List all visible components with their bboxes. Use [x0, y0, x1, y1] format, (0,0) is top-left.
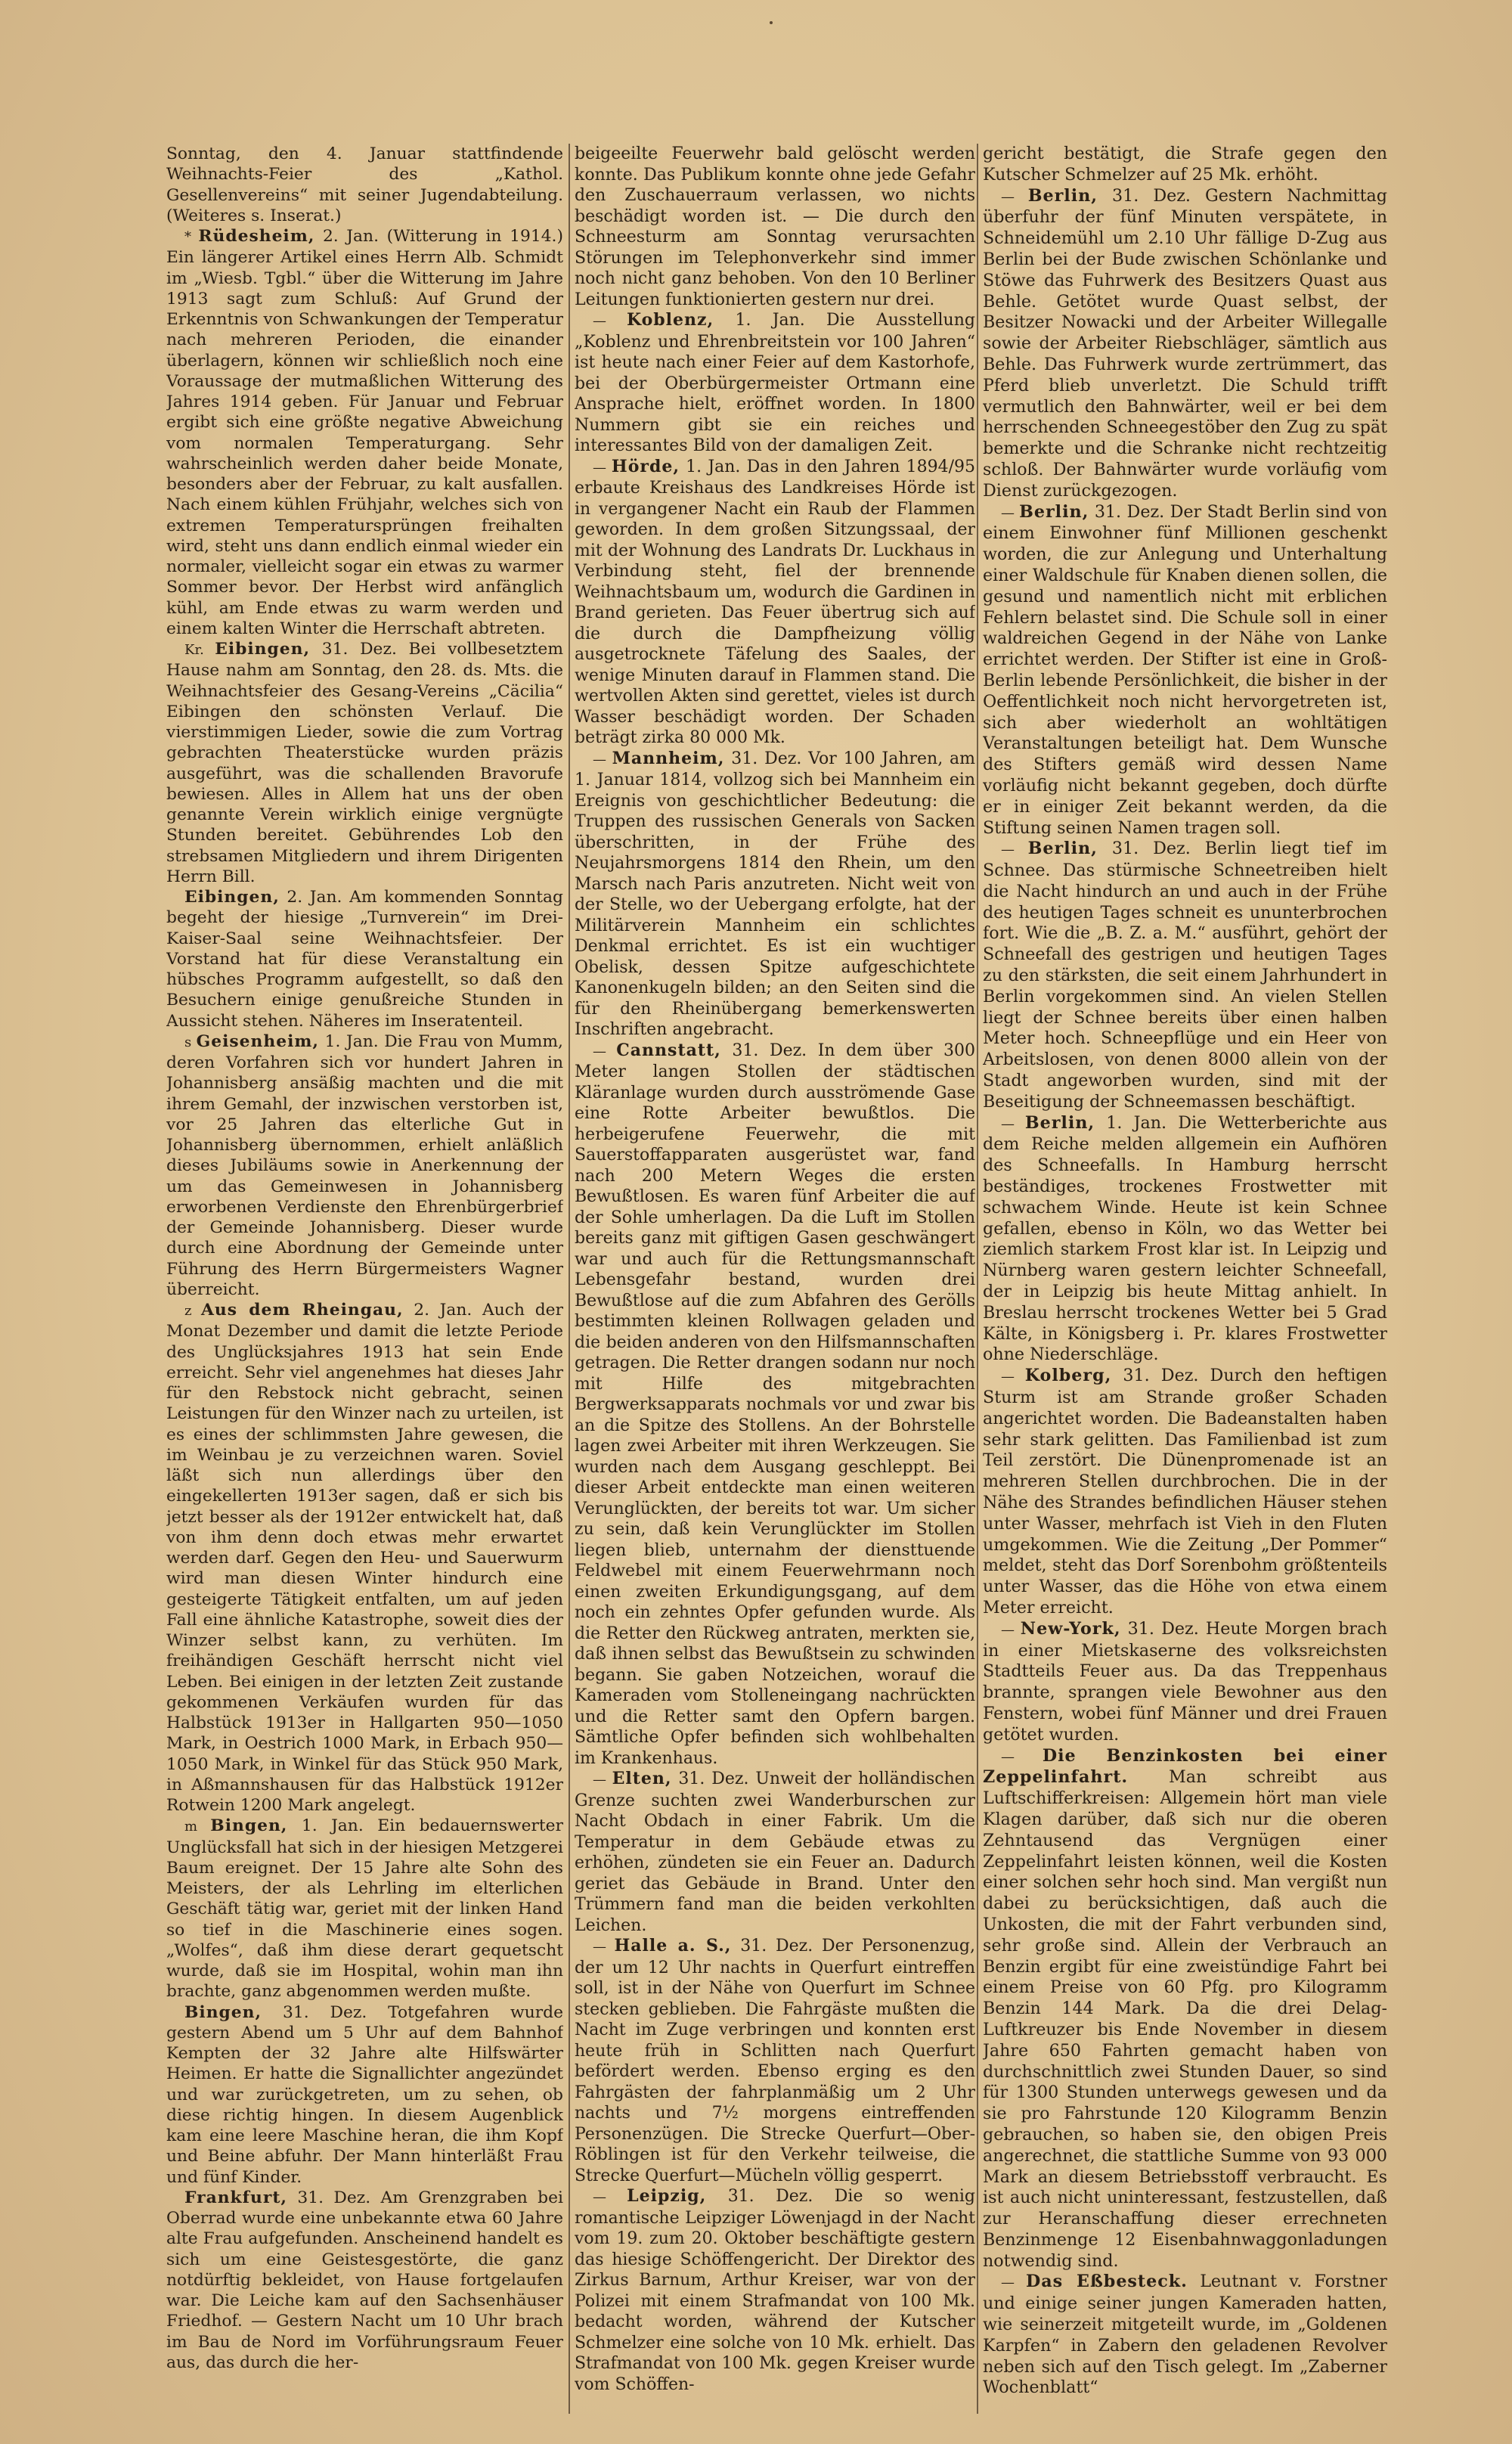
column-3 [983, 144, 1387, 2414]
dateline-place: Berlin, [1027, 839, 1098, 859]
news-item [575, 457, 975, 749]
article-text: 31. Dez. Der Stadt Berlin sind von einem Einwohner fünf Millionen geschenkt worden, die zur Anlegung und Unterhaltung einer Waldschule für Knaben dienen sollen, die gesund und namentlich nicht mit erblichen Fehlern belastet sind. Die Schule soll in einer waldreichen Gegend in der Nähe von Lanke errichtet werden. Der Stifter ist eine in Groß-Berlin lebende Persönlichkeit, die bisher in der Oeffentlichkeit noch nicht hervorgetreten ist, sich aber wiederholt an wohltätigen Veranstaltungen beteiligt hat. Dem Wunsche des Stifters gemäß wird dessen Name vorläufig nicht bekannt gegeben, doch dürfte er in einiger Zeit bekannt werden, da die Stiftung seinen Namen tragen soll. [983, 501, 1387, 838]
article-text: 1. Jan. Die Frau von Mumm, deren Vorfahren sich vor hundert Jahren in Johannisberg ansäßig machten und die mit ihrem Gemahl, der inzwischen verstorben ist, vor 25 Jahren das elterliche Gut in Johannisberg übernommen, erhielt anläßlich dieses Jubiläums sowie in Anerkennung der um das Gemeinwesen in Johannisberg erworbenen Verdienste den Ehrenbürgerbrief der Gemeinde Johannisberg. Dieser wurde durch eine Abordnung der Gemeinde unter Führung des Herrn Bürgermeisters Wagner überreicht. [166, 1031, 563, 1299]
dateline-place: Eibingen, [215, 640, 311, 659]
news-item [166, 887, 563, 1031]
dateline-place: Bingen, [184, 2002, 262, 2022]
dateline-place: Eibingen, [184, 888, 280, 907]
article-text: 2. Jan. (Witterung in 1914.) Ein längerer Artikel eines Herrn Alb. Schmidt im „Wiesb. Tgbl.“ über die Witterung im Jahre 1913 sagt zum Schluß: Auf Grund der Erkenntnis von Schwankungen der Temperatur nach mehreren Perioden, die einander überlagern, können wir schließlich noch eine Voraussage der mutmaßlichen Witterung des Jahres 1914 geben. Für Januar und Februar ergibt sich eine größte negative Abweichung vom normalen Temperaturgang. Sehr wahrscheinlich werden daher beide Monate, besonders aber der Februar, zu kalt ausfallen. Nach einem kühlen Frühjahr, welches sich von extremen Temperatursprüngen freihalten wird, steht uns dann endlich einmal wieder ein normaler, vielleicht sogar ein etwas zu warmer Sommer bevor. Der Herbst wird anfänglich kühl, am Ende etwas zu warm werden und einem kalten Winter die Herrschaft abtreten. [166, 227, 563, 638]
news-item [166, 226, 563, 639]
news-item [166, 2002, 563, 2188]
news-item [575, 749, 975, 1041]
dateline-place: Berlin, [1019, 501, 1089, 522]
news-item [983, 839, 1387, 1112]
article-text: 2. Jan. Am kommenden Sonntag begeht der hiesige „Turnverein“ im Drei-Kaiser-Saal seine Weihnachtsfeier. Der Vorstand hat für diese Veranstaltung ein hübsches Programm aufgestellt, so daß den Besuchern einige genußreiche Stunden in Aussicht stehen. Näheres im Inseratenteil. [166, 888, 563, 1031]
correspondent-mark: — [1001, 1115, 1025, 1132]
correspondent-mark: — [593, 2189, 627, 2205]
news-item [575, 1041, 975, 1769]
column-divider-2 [977, 144, 978, 2414]
article-text: 31. Dez. Durch den heftigen Sturm ist am Strande großer Schaden angerichtet worden. Die Badeanstalten haben sehr stark gelitten. Das Familienbad ist zum Teil zerstört. Die Dünenpromenade ist an mehreren Stellen durchbrochen. Die in der Nähe des Strandes befindlichen Häuser stehen unter Wasser, mehrfach ist Vieh in den Fluten umgekommen. Wie die Zeitung „Der Pommer“ meldet, steht das Dorf Sorenbohm größtenteils unter Wasser, das die Höhe von etwa einem Meter erreicht. [983, 1366, 1387, 1617]
correspondent-mark: — [593, 1043, 617, 1059]
correspondent-mark: — [1001, 2275, 1026, 2291]
article-text: 1. Jan. Die Ausstellung „Koblenz und Ehrenbreitstein vor 100 Jahren“ ist heute nach einer Feier auf dem Kastorhofe, bei der Oberbürgermeister Ortmann eine Ansprache hielt, eröffnet worden. In 1800 Nummern gibt sie ein reiches und interessantes Bild von der damaligen Zeit. [575, 311, 975, 455]
article-text: 1. Jan. Das in den Jahren 1894/95 erbaute Kreishaus des Landkreises Hörde ist in vergangener Nacht ein Raub der Flammen geworden. In dem großen Sitzungssaal, der mit der Wohnung des Landrats Dr. Luckhaus in Verbindung steht, fiel der brennende Weihnachtsbaum um, wodurch die Gardinen in Brand gerieten. Das Feuer übertrug sich auf die durch die Dampfheizung völlig ausgetrocknete Täfelung des Saales, der wenige Minuten darauf in Flammen stand. Die wertvollen Akten sind gerettet, vieles ist durch Wasser beschädigt worden. Der Schaden beträgt zirka 80 000 Mk. [575, 457, 975, 747]
article-text: 31. Dez. Am Grenzgraben bei Oberrad wurde eine unbekannte etwa 60 Jahre alte Frau aufgefunden. Anscheinend handelt es sich um eine Geistesgestörte, die ganz notdürftig bekleidet, von Hause fortgelaufen war. Die Leiche kam auf den Sachsenhäuser Friedhof. — Gestern Nacht um 10 Uhr brach im Bau de Nord im Vorführungsraum Feuer aus, das durch die her- [166, 2188, 563, 2372]
dateline-place: Mannheim, [612, 748, 725, 768]
news-item [575, 310, 975, 457]
correspondent-mark: m [184, 1819, 211, 1835]
correspondent-mark: — [1001, 842, 1028, 858]
news-item [983, 502, 1387, 839]
dateline-place: Leipzig, [627, 2186, 707, 2206]
correspondent-mark: — [1001, 1621, 1021, 1638]
article-text: 31. Dez. Gestern Nachmittag überfuhr der fünf Minuten verspätete, in Schneidemühl um 2.10 Uhr fällige D-Zug aus Berlin bei der Bude zwischen Schönlanke und Stöwe das Fuhrwerk des Besitzers Quast aus Behle. Getötet wurde Quast selbst, der Besitzer Nowacki und der Arbeiter Willegalle sowie der Arbeiter Riebschläger, sämtlich aus Behle. Das Fuhrwerk wurde zertrümmert, das Pferd blieb unverletzt. Die Schuld trifft vermutlich den Bahnwärter, weil er bei dem herrschenden Schneegestöber den Zug zu spät bemerkte und die Schranke nicht rechtzeitig schloß. Der Bahnwärter wurde vorläufig vom Dienst zurückgezogen. [983, 185, 1387, 501]
article-text: gericht bestätigt, die Strafe gegen den Kutscher Schmelzer auf 25 Mk. erhöht. [983, 144, 1387, 185]
news-item [983, 1619, 1387, 1746]
column-divider-1 [569, 144, 570, 2414]
correspondent-mark: * [184, 229, 199, 245]
news-item [166, 1816, 563, 2002]
article-text: 31. Dez. Bei vollbesetztem Hause nahm am Sonntag, den 28. ds. Mts. die Weihnachtsfeier des Gesang-Vereins „Cäcilia“ Eibingen den schönsten Verlauf. Die vierstimmigen Lieder, sowie die zum Vortrag gebrachten Theaterstücke wurden präzis ausgeführt, was die schallenden Bravorufe bewiesen. Alles in Allem hat uns der oben genannte Verein wirklich einige vergnügte Stunden bereitet. Gebührendes Lob den strebsamen Mitgliedern und ihrem Dirigenten Herrn Bill. [166, 640, 563, 886]
dateline-place: Aus dem Rheingau, [200, 1301, 404, 1320]
correspondent-mark: — [1001, 188, 1028, 205]
news-item [983, 1366, 1387, 1619]
correspondent-mark: z [184, 1303, 201, 1319]
correspondent-mark: — [593, 751, 612, 768]
news-item [575, 1769, 975, 1936]
news-item [166, 639, 563, 887]
dateline-place: Elten, [612, 1769, 672, 1788]
dateline-place: Berlin, [1024, 1112, 1095, 1133]
news-item [983, 1746, 1387, 2272]
column-1 [166, 144, 563, 2414]
column-2 [575, 144, 975, 2414]
article-text: 31. Dez. Die so wenig romantische Leipziger Löwenjagd in der Nacht vom 19. zum 20. Oktober beschäftigte gestern das hiesige Schöffengericht. Der Direktor des Zirkus Barnum, Arthur Kreiser, war von der Polizei mit einem Strafmandat von 100 Mk. bedacht worden, während der Kutscher Schmelzer eine solche von 10 Mk. erhielt. Das Strafmandat von 100 Mk. gegen Kreiser wurde vom Schöffen- [575, 2187, 975, 2394]
dateline-place: Berlin, [1027, 185, 1098, 206]
dateline-place: Koblenz, [626, 310, 714, 330]
article-text: 31. Dez. Berlin liegt tief im Schnee. Das stürmische Schneetreiben hielt die Nacht hindurch an und auch in der Frühe des heutigen Tages schneit es ununterbrochen fort. Wie die „B. Z. a. M.“ ausführt, gehört der Schneefall des gestrigen und heutigen Tages zu den stärksten, die seit einem Jahrhundert in Berlin vorgekommen sind. An vielen Stellen liegt der Schnee bereits über einen halben Meter hoch. Schneepflüge und ein Heer von Arbeitslosen, von denen 8000 allein von der Stadt angeworben wurden, sind mit der Beseitigung der Schneemassen beschäftigt. [983, 839, 1387, 1112]
dateline-place: Bingen, [210, 1816, 288, 1836]
print-mark [770, 21, 773, 24]
dateline-place: Frankfurt, [184, 2188, 288, 2207]
article-text: 31. Dez. Totgefahren wurde gestern Abend um 5 Uhr auf dem Bahnhof Kempten der 32 Jahre alte Hilfswärter Heimen. Er hatte die Signallichter angezündet und war zurückgetreten, um zu sehen, ob diese richtig hingen. In diesem Augenblick kam eine leere Maschine heran, die ihm Kopf und Beine abfuhr. Der Mann hinterläßt Frau und fünf Kinder. [166, 2002, 563, 2187]
article-text: 1. Jan. Die Wetterberichte aus dem Reiche melden allgemein ein Aufhören des Schneefalls. In Hamburg herrscht beständiges, trockenes Frostwetter mit schwachem Winde. Heute ist kein Schnee gefallen, ebenso in Köln, wo das Wetter bei ziemlich starkem Frost klar ist. In Leipzig und Nürnberg waren gestern leichter Schneefall, der in Leipzig bis heute Mittag anhielt. In Breslau herrscht trockenes Wetter bei 5 Grad Kälte, in Königsberg i. Pr. klares Frostwetter ohne Niederschläge. [983, 1112, 1387, 1365]
dateline-place: Halle a. S., [614, 1936, 732, 1956]
article-continuation [983, 144, 1387, 186]
dateline-place: Hörde, [611, 456, 680, 476]
news-item [983, 1113, 1387, 1366]
correspondent-mark: — [593, 1939, 615, 1955]
article-continuation [166, 144, 563, 226]
correspondent-mark: — [593, 313, 627, 329]
news-item [575, 1936, 975, 2186]
correspondent-mark: s [184, 1034, 197, 1050]
dateline-place: Die Benzinkosten bei einer Zeppelinfahrt. [983, 1745, 1387, 1788]
dateline-place: Das Eßbesteck. [1025, 2272, 1188, 2292]
article-text: 31. Dez. Unweit der holländischen Grenze suchten zwei Wanderburschen zur Nacht Obdach in einer Fabrik. Um die Temperatur in dem Gebäude etwas zu erhöhen, zündeten sie ein Feuer an. Dadurch geriet das Gebäude in Brand. Unter den Trümmern fand man die beiden verkohlten Leichen. [575, 1769, 975, 1935]
article-text: 31. Dez. Vor 100 Jahren, am 1. Januar 1814, vollzog sich bei Mannheim ein Ereignis von geschichtlicher Bedeutung: die Truppen des russischen Generals von Sacken überschritten, in der Frühe des Neujahrsmorgens 1814 den Rhein, um den Marsch nach Paris anzutreten. Nicht weit von der Stelle, wo der Uebergang erfolgte, hat der Militärverein Mannheim ein schlichtes Denkmal errichtet. Es ist ein wuchtiger Obelisk, dessen Spitze aufgeschichtete Kanonenkugeln bilden; an den Seiten sind die für den Rheinübergang bemerkenswerten Inschriften angebracht. [575, 749, 975, 1039]
news-item [983, 186, 1387, 502]
correspondent-mark: — [1001, 1369, 1025, 1385]
article-text: Leutnant v. Forstner und einige seiner jungen Kameraden hatten, wie seinerzeit mitgeteilt wurde, im „Goldenen Karpfen“ in Zabern den geladenen Revolver neben sich auf den Tisch gelegt. Im „Zaberner Wochenblatt“ [983, 2272, 1387, 2398]
article-continuation [575, 144, 975, 310]
correspondent-mark: — [593, 1772, 612, 1788]
article-text: Sonntag, den 4. Januar stattfindende Weihnachts-Feier des „Kathol. Gesellenvereins“ mit seiner Jugendabteilung. (Weiteres s. Inserat.) [166, 144, 563, 225]
dateline-place: Geisenheim, [196, 1031, 320, 1051]
article-text: beigeeilte Feuerwehr bald gelöscht werden konnte. Das Publikum konnte ohne jede Gefahr den Zuschauerraum verlassen, wo nichts beschädigt worden ist. — Die durch den Schneesturm am Sonntag verursachten Störungen im Telephonverkehr sind immer noch nicht ganz behoben. Von den 10 Berliner Leitungen funktionierten gestern nur drei. [575, 144, 975, 309]
dateline-place: Cannstatt, [616, 1040, 721, 1060]
dateline-place: New-York, [1020, 1618, 1121, 1639]
news-item [166, 1031, 563, 1300]
news-item [575, 2186, 975, 2395]
news-item [983, 2272, 1387, 2399]
correspondent-mark: — [1001, 1748, 1043, 1765]
correspondent-mark: Kr. [184, 642, 215, 658]
article-text: 31. Dez. Der Personenzug, der um 12 Uhr nachts in Querfurt eintreffen soll, ist in der Nähe von Querfurt im Schnee stecken geblieben. Die Fahrgäste mußten die Nacht im Zuge verbringen und konnten erst heute früh in Schlitten nach Querfurt befördert werden. Ebenso erging es den Fahrgästen der fahrplanmäßig um 2 Uhr nachts und 7½ morgens eintreffenden Personenzügen. Die Strecke Querfurt—Ober-Röblingen ist für den Verkehr teilweise, die Strecke Querfurt—Mücheln völlig gesperrt. [575, 1937, 975, 2185]
article-text: 31. Dez. In dem über 300 Meter langen Stollen der städtischen Kläranlage wurden durch ausströmende Gase eine Rotte Arbeiter bewußtlos. Die herbeigerufene Feuerwehr, die mit Sauerstoffapparaten ausgerüstet war, fand nach 200 Metern Weges die ersten Bewußtlosen. Es waren fünf Arbeiter die auf der Sohle umherlagen. Da die Luft im Stollen bereits ganz mit giftigen Gasen geschwängert war und auch für die Rettungsmannschaft Lebensgefahr bestand, wurden drei Bewußtlose auf die zum Abfahren des Gerölls bestimmten kleinen Rollwagen geladen und die beiden anderen von den Hilfsmannschaften getragen. Die Retter drangen sodann nur noch mit Hilfe des mitgebrachten Bergwerksapparats nochmals vor und zwar bis an die Spitze des Stollens. An der Bohrstelle lagen zwei Arbeiter mit ihren Werkzeugen. Sie wurden nach dem Ausgang geschleppt. Bei dieser Arbeit entdeckte man einen weiteren Verunglückten, der bereits tot war. Um sicher zu sein, daß kein Verunglückter im Stollen liegen blieb, unternahm der diensttuende Feldwebel mit einem Feuerwehrmann noch einen zweiten Erkundigungsgang, auf dem noch ein zehntes Opfer gefunden wurde. Als die Retter den Rückweg antraten, merkten sie, daß ihnen selbst das Bewußtsein zu schwinden begann. Sie gaben Notzeichen, worauf die Kameraden vom Stolleneingang nachrückten und die Retter samt den Opfern bargen. Sämtliche Opfer befinden sich wohlbehalten im Krankenhaus. [575, 1041, 975, 1768]
dateline-place: Rüdesheim, [198, 227, 315, 246]
article-text: Man schreibt aus Luftschifferkreisen: Allgemein hört man viele Klagen darüber, daß sich nur die oberen Zehntausend das Vergnügen einer Zeppelinfahrt leisten können, weil die Kosten einer solchen sehr hoch sind. Man vergißt nun dabei zu berücksichtigen, daß auch die Unkosten, die mit der Fahrt verbunden sind, sehr große sind. Allein der Verbrauch an Benzin ergibt für eine zweistündige Fahrt bei einem Preise von 60 Pfg. pro Kilogramm Benzin 144 Mark. Da die drei Delag-Luftkreuzer bis Ende November in diesem Jahre 650 Fahrten gemacht haben von durchschnittlich zwei Stunden Dauer, so sind für 1300 Stunden unterwegs gewesen und da sie pro Fahrstunde 120 Kilogramm Benzin gebrauchen, so haben sie, den obigen Preis angerechnet, die stattliche Summe von 93 000 Mark an diesem Betriebsstoff verbraucht. Es ist auch nicht uninteressant, festzustellen, daß zur Heranschaffung dieser errechneten Benzinmenge 12 Eisenbahnwaggonladungen notwendig sind. [983, 1767, 1387, 2271]
article-text: 1. Jan. Ein bedauernswerter Unglücksfall hat sich in der hiesigen Metzgerei Baum ereignet. Der 15 Jahre alte Sohn des Meisters, der als Lehrling im elterlichen Geschäft tätig war, geriet mit der linken Hand so tief in die Maschinerie eines sogen. „Wolfes“, daß ihm diese derart gequetscht wurde, daß sie im Hospital, wohin man ihn brachte, ganz abgenommen werden mußte. [166, 1816, 563, 2002]
news-item [166, 2188, 563, 2373]
correspondent-mark: — [593, 459, 612, 476]
article-text: 31. Dez. Heute Morgen brach in einer Mietskaserne des volksreichsten Stadtteils Feuer aus. Da das Treppenhaus brannte, sprangen viele Bewohner aus den Fenstern, wobei fünf Männer und drei Frauen getötet wurden. [983, 1618, 1387, 1745]
correspondent-mark: — [1001, 504, 1020, 521]
news-item [166, 1300, 563, 1816]
article-text: 2. Jan. Auch der Monat Dezember und damit die letzte Periode des Unglücksjahres 1913 hat sein Ende erreicht. Sehr viel angenehmes hat dieses Jahr für den Rebstock nicht gebracht, seinen Leistungen für den Winzer nach zu urteilen, ist es eines der schlimmsten Jahre gewesen, die im Weinbau je zu verzeichnen waren. Soviel läßt sich nun allerdings über den eingekellerten 1913er sagen, daß er sich bis jetzt besser als der 1912er entwickelt hat, daß von ihm denn doch etwas mehr erwartet werden darf. Gegen den Heu- und Sauerwurm wird man diesen Winter hindurch eine gesteigerte Tätigkeit entfalten, um auf jeden Fall eine ähnliche Katastrophe, soweit dies der Winzer selbst kann, zu verhüten. Im freihändigen Geschäft herrscht nicht viel Leben. Bei einigen in der letzten Zeit zustande gekommenen Verkäufen wurden für das Halbstück 1913er in Hallgarten 950—1050 Mark, in Oestrich 1000 Mark, in Erbach 950—1050 Mark, in Winkel für das Stück 950 Mark, in Aßmannshausen für das Halbstück 1912er Rotwein 1200 Mark angelegt. [166, 1301, 563, 1815]
dateline-place: Kolberg, [1024, 1366, 1112, 1386]
